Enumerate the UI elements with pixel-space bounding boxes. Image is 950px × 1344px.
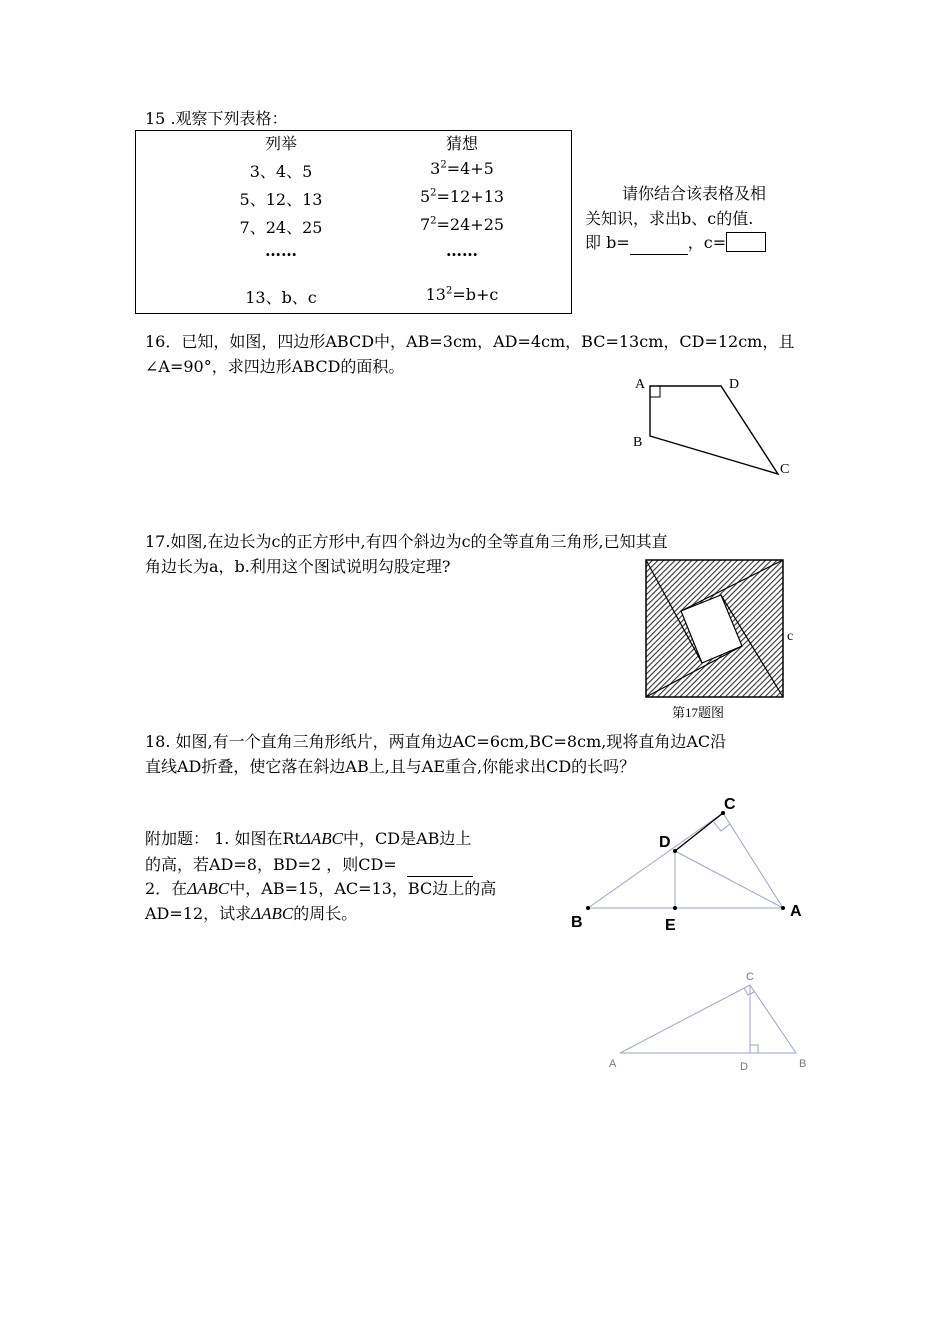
q16-quadrilateral-figure [625, 370, 805, 480]
cd-answer-blank[interactable] [407, 854, 473, 877]
label-a: A [635, 377, 646, 392]
table-row-ellipsis-guess: …… [446, 241, 478, 260]
fold-line-ad [675, 851, 783, 908]
q17-line2: 角边长为a，b.利用这个图试说明勾股定理? [145, 557, 451, 576]
triangle-abc-symbol: ΔABC [300, 829, 344, 848]
point-d [673, 849, 677, 853]
right-angle-mark-a [650, 386, 660, 397]
label-d: D [740, 1061, 748, 1073]
label-c: C [780, 462, 790, 477]
table-row-1-guess: $3^2=4+5$ [430, 159, 494, 178]
q15-side-line1: 请你结合该表格及相 [622, 184, 767, 203]
table-row-1-list: 3、4、5 [249, 162, 313, 181]
point-b [586, 906, 590, 910]
label-a: A [790, 903, 802, 920]
q15-title: 15 .观察下列表格： [145, 109, 288, 128]
table-row-5-list: 13、b、c [245, 288, 317, 307]
bonus-line3: 2．在ΔABC中，AB=15，AC=13，BC边上的高 [145, 879, 497, 898]
label-e: E [665, 917, 676, 934]
table-row-3-list: 7、24、25 [239, 218, 323, 237]
q15-answer-line: 即 b= ，c= [585, 232, 766, 255]
bonus-line1: 附加题： 1. 如图在RtΔABC中，CD是AB边上 [145, 829, 472, 848]
triangle-acb [620, 985, 796, 1053]
right-angle-mark-c [713, 821, 730, 831]
point-e [673, 906, 677, 910]
q17-caption: 第17题图 [672, 705, 725, 720]
table-row-ellipsis-list: …… [265, 241, 297, 260]
label-d: D [659, 834, 671, 851]
q18-triangle-figure [565, 790, 815, 940]
label-c-side: c [787, 629, 794, 644]
q15-table [135, 130, 572, 314]
table-header-guess: 猜想 [445, 134, 478, 153]
label-d: D [729, 377, 740, 392]
table-row-2-list: 5、12、13 [239, 190, 323, 209]
quadrilateral-abcd [650, 386, 778, 474]
table-row-3-guess: $7^2=24+25$ [419, 215, 505, 234]
q17-square-figure [640, 555, 810, 725]
q16-line1: 16．已知，如图，四边形ABCD中，AB=3cm，AD=4cm，BC=13cm，CD=12cm，且 [145, 332, 795, 351]
q18-line1: 18. 如图,有一个直角三角形纸片，两直角边AC=6cm,BC=8cm,现将直角边AC沿 [145, 732, 727, 751]
label-b: B [633, 435, 643, 450]
label-a: A [609, 1058, 617, 1070]
label-c: C [746, 971, 754, 983]
q16-line2: ∠A=90°，求四边形ABCD的面积。 [145, 357, 405, 376]
q17-line1: 17.如图,在边长为c的正方形中,有四个斜边为c的全等直角三角形,已知其直 [145, 532, 668, 551]
b-answer-blank[interactable] [630, 232, 688, 255]
triangle-abc-symbol: ΔABC [251, 904, 294, 923]
segment-dc [675, 813, 723, 851]
q15-side-line2: 关知识，求出b、c的值. [585, 209, 754, 228]
table-header-list: 列举 [264, 134, 297, 153]
point-a [781, 906, 785, 910]
bonus-line4: AD=12，试求ΔABC的周长。 [145, 904, 358, 923]
label-b: B [799, 1058, 807, 1070]
triangle-abc [588, 813, 783, 908]
label-c: C [724, 796, 736, 813]
triangle-abc-symbol: ΔABC [187, 879, 230, 898]
right-angle-mark-d [750, 1045, 758, 1053]
c-answer-box[interactable] [726, 232, 766, 252]
bonus-triangle-figure [600, 965, 815, 1080]
bonus-line2: 的高，若AD=8，BD=2 ，则CD= [145, 854, 473, 877]
table-row-5-guess: $13^2=b+c$ [425, 285, 499, 304]
q18-line2: 直线AD折叠，使它落在斜边AB上,且与AE重合,你能求出CD的长吗？ [145, 757, 636, 776]
label-b: B [571, 914, 583, 931]
table-row-2-guess: $5^2=12+13$ [419, 187, 505, 206]
